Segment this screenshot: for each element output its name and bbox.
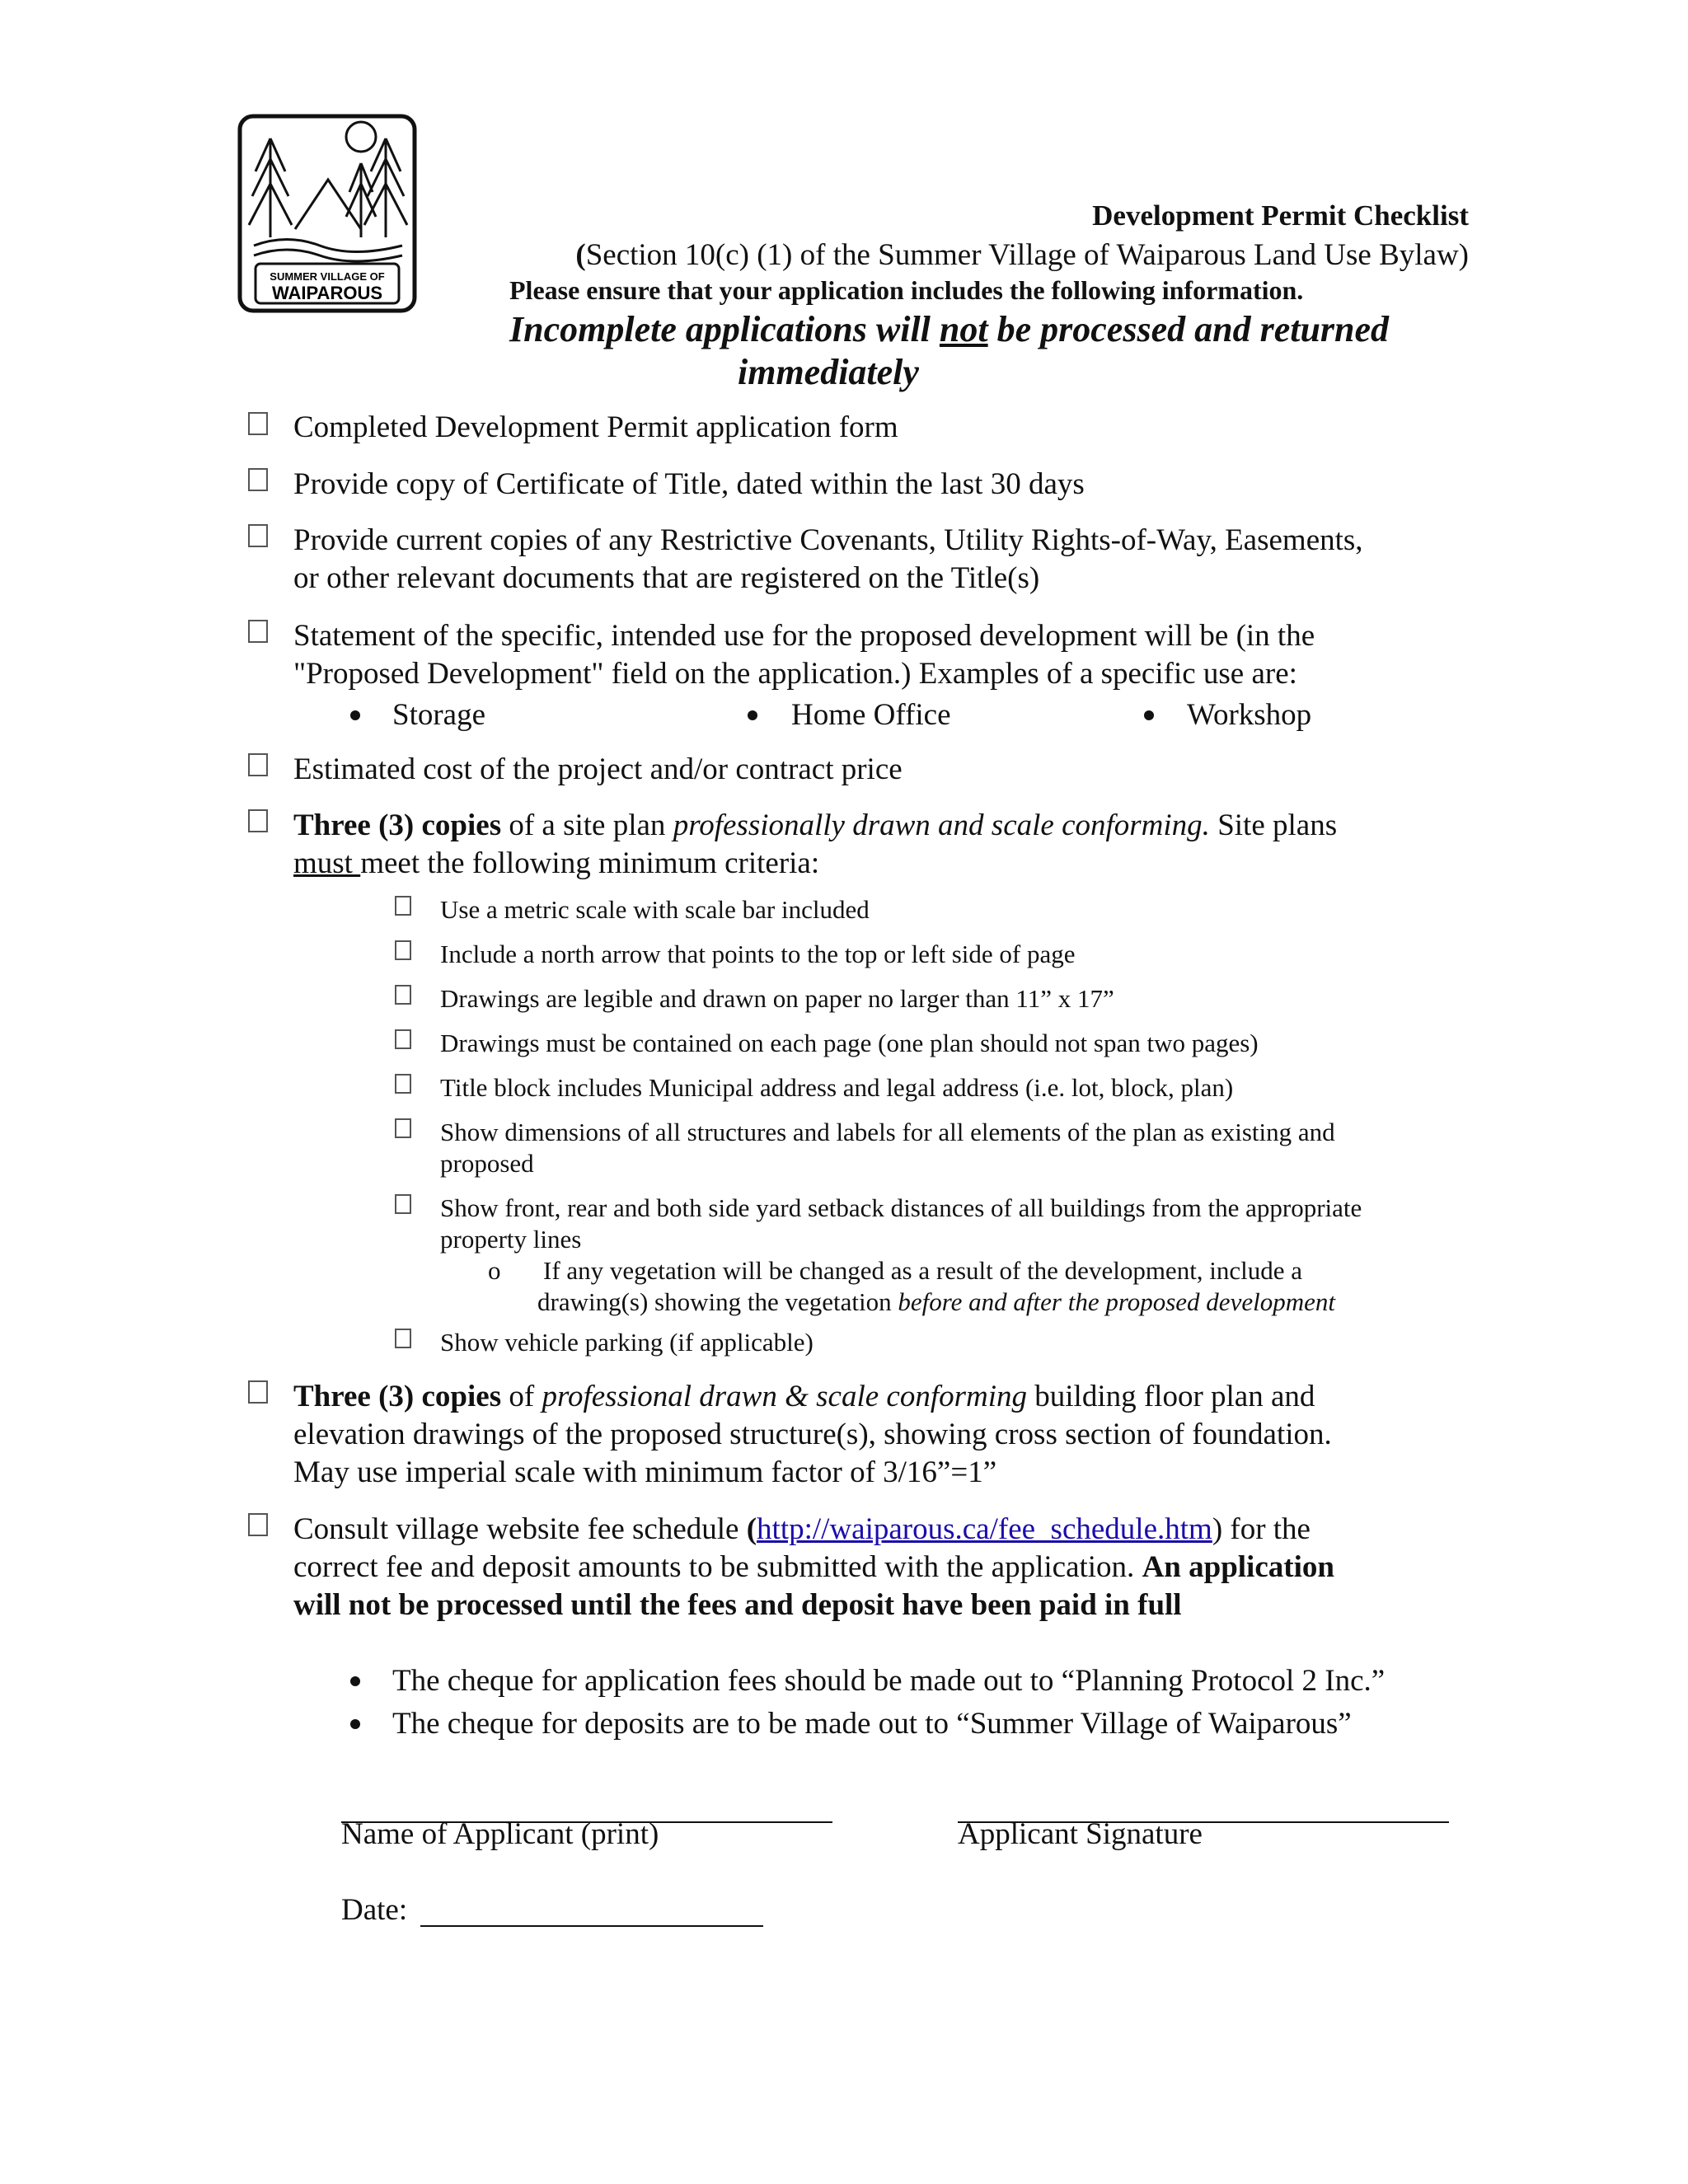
checkbox-floor-plan[interactable] <box>248 1380 268 1404</box>
incomplete-post: be processed and returned <box>987 309 1390 349</box>
site-plan-end: Site plans <box>1209 808 1338 842</box>
item-intended-use-line2: "Proposed Development" field on the application.) Examples of a specific use are: <box>293 657 1297 691</box>
vegetation-note-text: drawing(s) showing the vegetation <box>537 1287 898 1316</box>
floor-plan-italic: professional drawn & scale conforming <box>542 1380 1028 1413</box>
vegetation-note-line1: If any vegetation will be changed as a result of the development, include a <box>543 1256 1303 1285</box>
site-plan-criteria-intro: meet the following minimum criteria: <box>360 846 820 880</box>
cheque-deposits: The cheque for deposits are to be made out to “Summer Village of Waiparous” <box>392 1707 1352 1741</box>
bylaw-text: Section 10(c) (1) of the Summer Village of Waiparous Land Use Bylaw) <box>585 238 1469 272</box>
criteria-dimensions-line1: Show dimensions of all structures and labels for all elements of the plan as existing and <box>440 1118 1335 1146</box>
item-application-form: Completed Development Permit application form <box>293 410 898 444</box>
item-covenants-line2: or other relevant documents that are registered on the Title(s) <box>293 561 1040 595</box>
criteria-vehicle-parking: Show vehicle parking (if applicable) <box>440 1328 814 1357</box>
item-fee-schedule-line3: will not be processed until the fees and deposit have been paid in full <box>293 1588 1182 1622</box>
applicant-signature-label: Applicant Signature <box>958 1817 1203 1851</box>
ensure-notice: Please ensure that your application includes the following information. <box>509 275 1304 305</box>
checkbox-estimated-cost[interactable] <box>248 753 268 776</box>
site-plan-italic: professionally drawn and scale conforming. <box>673 808 1210 842</box>
checkbox-site-plan[interactable] <box>248 809 268 832</box>
incomplete-pre: Incomplete applications will <box>509 309 940 349</box>
item-floor-plan-line3: May use imperial scale with minimum factor of 3/16”=1” <box>293 1455 997 1489</box>
criteria-legible: Drawings are legible and drawn on paper no larger than 11” x 17” <box>440 984 1114 1013</box>
checkbox-legible[interactable] <box>395 985 411 1005</box>
incomplete-warning <box>509 308 1389 350</box>
item-certificate-title: Provide copy of Certificate of Title, dated within the last 30 days <box>293 467 1085 501</box>
item-estimated-cost: Estimated cost of the project and/or contract price <box>293 752 903 786</box>
applicant-name-label: Name of Applicant (print) <box>341 1817 659 1851</box>
item-intended-use-line1: Statement of the specific, intended use for the proposed development will be (in the <box>293 619 1315 653</box>
site-plan-copies: Three (3) copies <box>293 808 502 842</box>
incomplete-warning-line2: immediately <box>738 352 919 392</box>
fee-schedule-post: ) for the <box>1212 1512 1311 1546</box>
criteria-setbacks-line2: property lines <box>440 1225 582 1254</box>
checkbox-application-form[interactable] <box>248 412 268 435</box>
item-fee-schedule-line1 <box>293 1511 1311 1549</box>
checkbox-title-block[interactable] <box>395 1074 411 1094</box>
criteria-setbacks-line1: Show front, rear and both side yard setback distances of all buildings from the appropriate <box>440 1193 1362 1222</box>
checkbox-intended-use[interactable] <box>248 620 268 643</box>
criteria-metric-scale: Use a metric scale with scale bar included <box>440 895 870 924</box>
vegetation-note-line2 <box>537 1286 1335 1318</box>
bylaw-reference <box>495 237 1469 273</box>
vegetation-bullet: o <box>488 1256 501 1285</box>
fee-schedule-text: correct fee and deposit amounts to be submitted with the application. <box>293 1550 1142 1584</box>
use-example-storage: Storage <box>392 698 486 732</box>
item-site-plan-line2 <box>293 845 819 883</box>
floor-plan-end: building floor plan and <box>1027 1380 1315 1413</box>
item-covenants-line1: Provide current copies of any Restrictive Covenants, Utility Rights-of-Way, Easements, <box>293 523 1363 557</box>
bullet-icon <box>748 710 757 720</box>
criteria-dimensions-line2: proposed <box>440 1149 534 1178</box>
bullet-icon <box>350 710 360 720</box>
page-title: Development Permit Checklist <box>1092 199 1469 232</box>
checkbox-dimensions[interactable] <box>395 1118 411 1138</box>
checkbox-covenants[interactable] <box>248 524 268 547</box>
vegetation-note-italic: before and after the proposed development <box>898 1287 1335 1316</box>
checkbox-vehicle-parking[interactable] <box>395 1329 411 1348</box>
incomplete-not: not <box>939 309 988 349</box>
item-floor-plan-line2: elevation drawings of the proposed structure(s), showing cross section of foundation. <box>293 1418 1332 1451</box>
checkbox-certificate-title[interactable] <box>248 468 268 491</box>
criteria-title-block: Title block includes Municipal address and legal address (i.e. lot, block, plan) <box>440 1073 1234 1102</box>
fee-schedule-pre: Consult village website fee schedule <box>293 1512 747 1546</box>
bullet-icon <box>350 1676 360 1686</box>
waiparous-logo <box>237 114 417 313</box>
site-plan-mid: of a site plan <box>501 808 673 842</box>
waiparous-logo-art <box>237 114 417 313</box>
floor-plan-copies: Three (3) copies <box>293 1380 502 1413</box>
bullet-icon <box>350 1719 360 1729</box>
date-label: Date: <box>341 1893 408 1927</box>
logo-line1: SUMMER VILLAGE OF <box>270 270 385 283</box>
fee-schedule-open-paren: ( <box>746 1512 757 1546</box>
use-example-workshop: Workshop <box>1187 698 1312 732</box>
cheque-application-fees: The cheque for application fees should be made out to “Planning Protocol 2 Inc.” <box>392 1664 1386 1698</box>
item-fee-schedule-line2 <box>293 1549 1334 1586</box>
item-floor-plan-line1 <box>293 1378 1315 1416</box>
site-plan-must: must <box>293 846 361 880</box>
checkbox-fee-schedule[interactable] <box>248 1513 268 1536</box>
checkbox-north-arrow[interactable] <box>395 940 411 960</box>
fee-schedule-bold: An application <box>1142 1550 1334 1584</box>
use-example-home-office: Home Office <box>791 698 951 732</box>
checkbox-each-page[interactable] <box>395 1029 411 1049</box>
fee-schedule-link[interactable]: http://waiparous.ca/fee_schedule.htm <box>757 1512 1212 1546</box>
logo-line2: WAIPAROUS <box>271 283 383 303</box>
checkbox-setbacks[interactable] <box>395 1194 411 1214</box>
criteria-north-arrow: Include a north arrow that points to the top or left side of page <box>440 940 1076 968</box>
criteria-each-page: Drawings must be contained on each page (one plan should not span two pages) <box>440 1029 1259 1057</box>
floor-plan-mid: of <box>501 1380 542 1413</box>
item-site-plan-line1 <box>293 807 1337 845</box>
bylaw-open-paren: ( <box>575 238 586 272</box>
date-line[interactable] <box>420 1925 763 1927</box>
checkbox-metric-scale[interactable] <box>395 896 411 916</box>
bullet-icon <box>1144 710 1154 720</box>
